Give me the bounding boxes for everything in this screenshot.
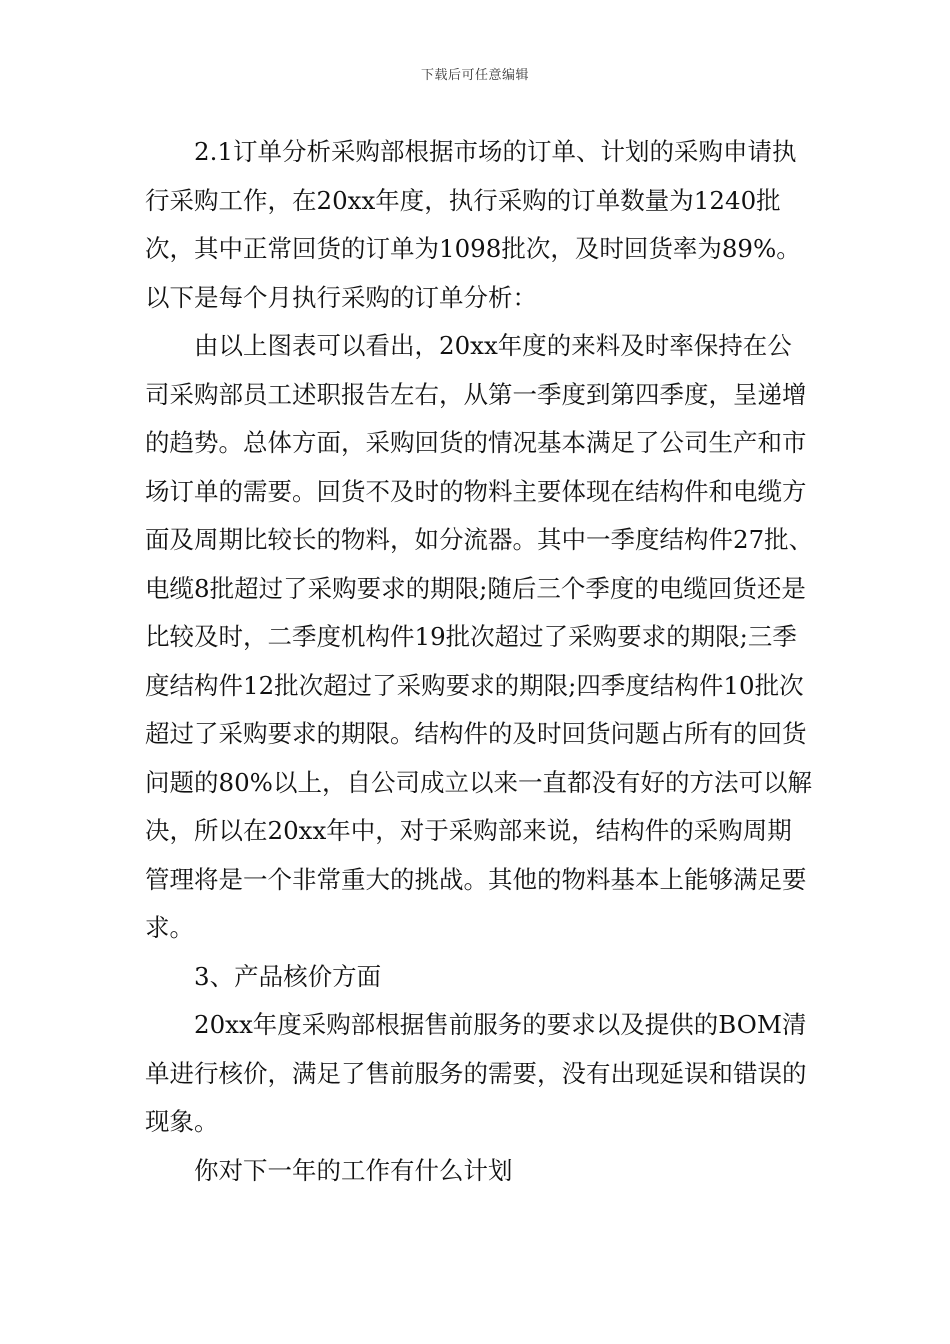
- section-heading-pricing: 3、产品核价方面: [194, 961, 382, 991]
- document-body: [145, 128, 815, 1195]
- paragraph-pricing: 20xx年度采购部根据售前服务的要求以及提供的BOM清单进行核价，满足了售前服务的需要，没有出现延误和错误的现象。: [145, 1010, 807, 1136]
- paragraph-next-year-plan: 你对下一年的工作有什么计划: [194, 1155, 513, 1185]
- page-header: 下载后可任意编辑: [420, 68, 529, 83]
- paragraph-chart-summary: 由以上图表可以看出，20xx年度的来料及时率保持在公司采购部员工述职报告左右，从第一季度到第四季度，呈递增的趋势。总体方面，采购回货的情况基本满足了公司生产和市场订单的需要。回货不及时的物料主要体现在结构件和电缆方面及周期比较长的物料，如分流器。其中一季度结构件27批、电缆8批超过了采购要求的期限;随后三个季度的电缆回货还是比较及时，二季度机构件19批次超过了采购要求的期限;三季度结构件12批次超过了采购要求的期限;四季度结构件10批次超过了采购要求的期限。结构件的及时回货问题占所有的回货问题的80%以上，自公司成立以来一直都没有好的方法可以解决，所以在20xx年中，对于采购部来说，结构件的采购周期管理将是一个非常重大的挑战。其他的物料基本上能够满足要求。: [145, 331, 814, 942]
- paragraph-order-analysis: 2.1订单分析采购部根据市场的订单、计划的采购申请执行采购工作，在20xx年度，执行采购的订单数量为1240批次，其中正常回货的订单为1098批次，及时回货率为89%。以下是每个月执行采购的订单分析：: [145, 137, 801, 312]
